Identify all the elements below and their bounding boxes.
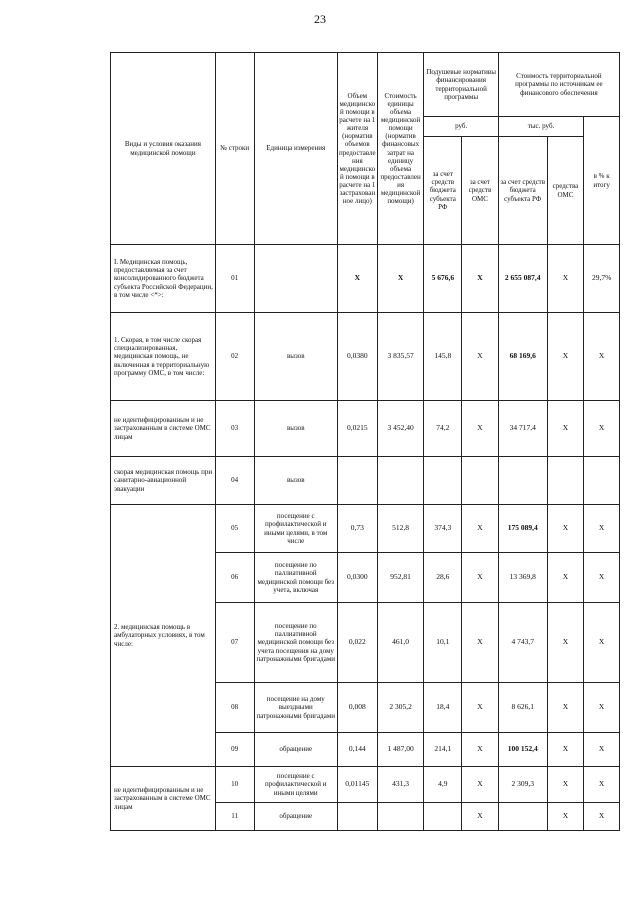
row-volume: 0,0215 bbox=[337, 401, 377, 457]
row-budget-rf: 74,2 bbox=[424, 401, 462, 457]
row-unit: посещение по паллиативной медицинской помощи без учета, включая bbox=[254, 553, 337, 603]
row-volume: 0,73 bbox=[337, 505, 377, 553]
row-cost: 461,0 bbox=[377, 603, 424, 683]
header-unit-cost: Стоимость единицы объема медицинской помощи (норматив финансовых затрат на единицу объема предоставления медицинской помощи) bbox=[377, 53, 424, 245]
row-name: 2. медицинская помощь в амбулаторных условиях, в том числе: bbox=[111, 505, 216, 767]
row-cost: 952,81 bbox=[377, 553, 424, 603]
row-volume: 0,01145 bbox=[337, 767, 377, 803]
row-percent: X bbox=[584, 313, 620, 401]
row-percent: 29,7% bbox=[584, 245, 620, 313]
row-unit: посещение на дому выездными патронажными бригадами bbox=[254, 683, 337, 733]
row-oms: X bbox=[462, 603, 499, 683]
row-cost: 431,3 bbox=[377, 767, 424, 803]
row-cost: 1 487,00 bbox=[377, 733, 424, 767]
financing-table bbox=[110, 52, 620, 831]
row-volume: 0,144 bbox=[337, 733, 377, 767]
row-oms: X bbox=[462, 767, 499, 803]
header-unit: Единица измерения bbox=[254, 53, 337, 245]
row-percent: X bbox=[584, 683, 620, 733]
row-budget-rf: 10,1 bbox=[424, 603, 462, 683]
row-unit: вызов bbox=[254, 457, 337, 505]
row-budget-rf bbox=[424, 457, 462, 505]
row-number: 02 bbox=[215, 313, 254, 401]
row-oms: X bbox=[462, 505, 499, 553]
table-row bbox=[111, 245, 620, 313]
row-oms: X bbox=[462, 733, 499, 767]
row-cost: 3 452,40 bbox=[377, 401, 424, 457]
row-oms-total: X bbox=[547, 553, 584, 603]
row-percent bbox=[584, 457, 620, 505]
row-budget-rf: 28,6 bbox=[424, 553, 462, 603]
table-row bbox=[111, 457, 620, 505]
row-volume: 0,0300 bbox=[337, 553, 377, 603]
row-oms: X bbox=[462, 245, 499, 313]
row-cost: 3 835,57 bbox=[377, 313, 424, 401]
row-oms-total: X bbox=[547, 401, 584, 457]
row-volume: 0,0380 bbox=[337, 313, 377, 401]
row-budget-rf-total: 34 717,4 bbox=[498, 401, 547, 457]
row-budget-rf-total bbox=[498, 803, 547, 831]
row-cost bbox=[377, 457, 424, 505]
row-unit: посещение с профилактической и иными целями, в том числе bbox=[254, 505, 337, 553]
row-volume: X bbox=[337, 245, 377, 313]
row-name: скорая медицинская помощь при санитарно-авиационной эвакуации bbox=[111, 457, 216, 505]
row-cost: 2 305,2 bbox=[377, 683, 424, 733]
row-budget-rf: 5 676,6 bbox=[424, 245, 462, 313]
row-oms bbox=[462, 457, 499, 505]
page-number: 23 bbox=[314, 12, 326, 26]
row-oms: X bbox=[462, 683, 499, 733]
row-number: 01 bbox=[215, 245, 254, 313]
row-number: 11 bbox=[215, 803, 254, 831]
table-row bbox=[111, 401, 620, 457]
row-number: 07 bbox=[215, 603, 254, 683]
header-budget-rf: за счет средств бюджета субъекта РФ bbox=[424, 137, 462, 245]
row-unit: вызов bbox=[254, 401, 337, 457]
row-percent: X bbox=[584, 505, 620, 553]
row-budget-rf-total: 68 169,6 bbox=[498, 313, 547, 401]
table-row bbox=[111, 313, 620, 401]
header-oms-total: средства ОМС bbox=[547, 137, 584, 245]
table-row bbox=[111, 767, 620, 803]
row-cost bbox=[377, 803, 424, 831]
row-oms-total bbox=[547, 457, 584, 505]
row-oms: X bbox=[462, 553, 499, 603]
row-budget-rf-total: 8 626,1 bbox=[498, 683, 547, 733]
row-oms-total: X bbox=[547, 313, 584, 401]
row-name: не идентифицированным и не застрахованным в системе ОМС лицам bbox=[111, 767, 216, 831]
row-percent: X bbox=[584, 401, 620, 457]
row-number: 06 bbox=[215, 553, 254, 603]
row-oms-total: X bbox=[547, 767, 584, 803]
row-budget-rf-total: 13 369,8 bbox=[498, 553, 547, 603]
row-budget-rf: 18,4 bbox=[424, 683, 462, 733]
header-per-capita: Подушевые нормативы финансирования территориальной программы bbox=[424, 53, 498, 117]
header-volume: Объем медицинской помощи в расчете на 1 жителя (норматив объемов предоставления медицинской помощи в расчете на 1 застрахованное лицо) bbox=[337, 53, 377, 245]
row-unit: обращение bbox=[254, 803, 337, 831]
row-name: 1. Скорая, в том числе скорая специализированная, медицинская помощь, не включенная в территориальную программу ОМС, в том числе: bbox=[111, 313, 216, 401]
row-name: не идентифицированным и не застрахованным в системе ОМС лицам bbox=[111, 401, 216, 457]
row-budget-rf-total: 2 655 087,4 bbox=[498, 245, 547, 313]
row-percent: X bbox=[584, 603, 620, 683]
row-unit: посещение по паллиативной медицинской помощи без учета посещения на дому патронажными бригадами bbox=[254, 603, 337, 683]
header-oms: за счет средств ОМС bbox=[462, 137, 499, 245]
header-thous-rub: тыс. руб. bbox=[498, 117, 584, 137]
row-oms: X bbox=[462, 401, 499, 457]
row-number: 08 bbox=[215, 683, 254, 733]
row-cost: X bbox=[377, 245, 424, 313]
header-kind: Виды и условия оказания медицинской помощи bbox=[111, 53, 216, 245]
row-budget-rf: 145,8 bbox=[424, 313, 462, 401]
row-oms-total: X bbox=[547, 683, 584, 733]
header-program-cost: Стоимость территориальной программы по источникам ее финансового обеспечения bbox=[498, 53, 619, 117]
row-budget-rf-total: 100 152,4 bbox=[498, 733, 547, 767]
row-percent: X bbox=[584, 733, 620, 767]
header-budget-rf-total: за счет средств бюджета субъекта РФ bbox=[498, 137, 547, 245]
row-number: 04 bbox=[215, 457, 254, 505]
row-unit bbox=[254, 245, 337, 313]
row-oms-total: X bbox=[547, 733, 584, 767]
row-oms-total: X bbox=[547, 803, 584, 831]
row-number: 09 bbox=[215, 733, 254, 767]
row-budget-rf: 374,3 bbox=[424, 505, 462, 553]
row-volume: 0,022 bbox=[337, 603, 377, 683]
row-number: 03 bbox=[215, 401, 254, 457]
row-oms-total: X bbox=[547, 245, 584, 313]
row-budget-rf-total: 175 089,4 bbox=[498, 505, 547, 553]
row-budget-rf: 4,9 bbox=[424, 767, 462, 803]
row-budget-rf bbox=[424, 803, 462, 831]
row-budget-rf-total: 4 743,7 bbox=[498, 603, 547, 683]
row-volume bbox=[337, 457, 377, 505]
header-rub: руб. bbox=[424, 117, 498, 137]
row-volume bbox=[337, 803, 377, 831]
row-unit: обращение bbox=[254, 733, 337, 767]
row-budget-rf-total bbox=[498, 457, 547, 505]
row-percent: X bbox=[584, 803, 620, 831]
header-percent: в % к итогу bbox=[584, 117, 620, 245]
table-row bbox=[111, 505, 620, 553]
row-percent: X bbox=[584, 553, 620, 603]
row-budget-rf-total: 2 309,3 bbox=[498, 767, 547, 803]
row-name: I. Медицинская помощь, предоставляемая за счет консолидированного бюджета субъекта Российской Федерации, в том числе <*>: bbox=[111, 245, 216, 313]
row-number: 05 bbox=[215, 505, 254, 553]
row-oms: X bbox=[462, 313, 499, 401]
row-oms: X bbox=[462, 803, 499, 831]
row-percent: X bbox=[584, 767, 620, 803]
row-unit: вызов bbox=[254, 313, 337, 401]
row-unit: посещение с профилактической и иными целями bbox=[254, 767, 337, 803]
row-oms-total: X bbox=[547, 603, 584, 683]
row-volume: 0,008 bbox=[337, 683, 377, 733]
header-row-number: № строки bbox=[215, 53, 254, 245]
row-budget-rf: 214,1 bbox=[424, 733, 462, 767]
row-number: 10 bbox=[215, 767, 254, 803]
row-cost: 512,8 bbox=[377, 505, 424, 553]
row-oms-total: X bbox=[547, 505, 584, 553]
